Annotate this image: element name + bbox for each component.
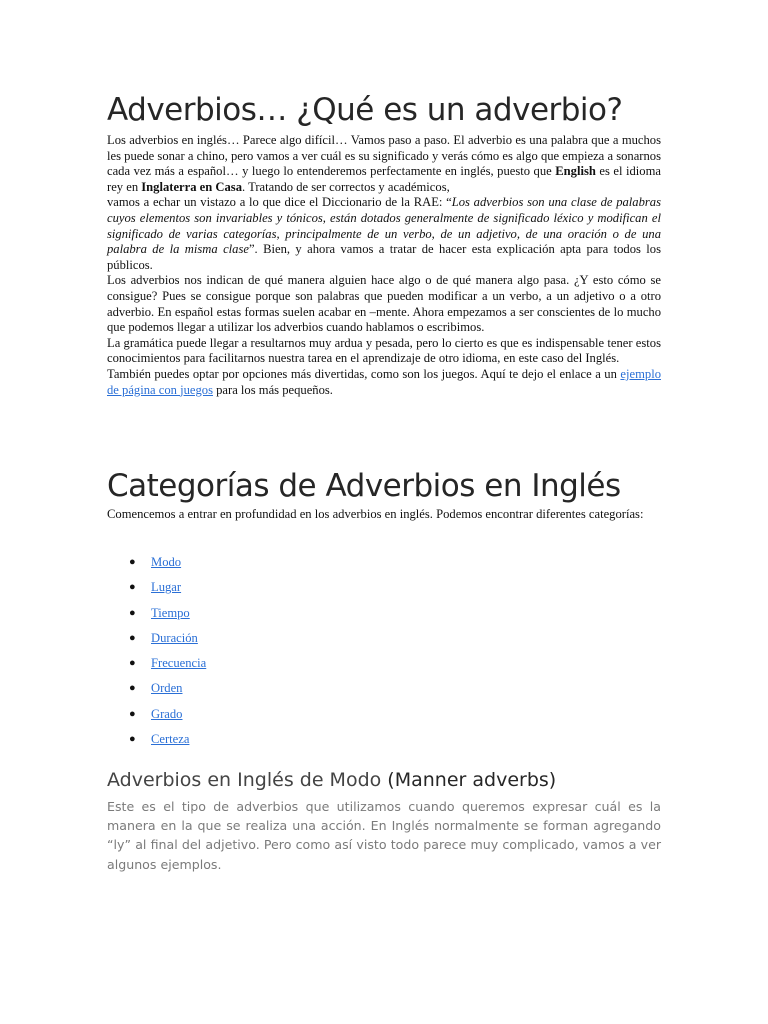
category-link-grado[interactable]: Grado bbox=[151, 706, 183, 721]
bullet-icon: ● bbox=[129, 657, 136, 670]
paragraph-1: Los adverbios en inglés… Parece algo difícil… Vamos paso a paso. El adverbio es una palabra que a muchos les puede sonar a chino, pero vamos a ver cuál es su significado y verás cómo es algo que empieza a sonarnos cada vez más a español… y luego lo entenderemos perfectamente en inglés, puesto que English es el idioma rey en Inglaterra en Casa. Tratando de ser correctos y académicos, bbox=[107, 133, 661, 194]
category-link-duracion[interactable]: Duración bbox=[151, 630, 198, 645]
paragraph-2: vamos a echar un vistazo a lo que dice el Diccionario de la RAE: “Los adverbios son una clase de palabras cuyos elementos son invariables y tónicos, están dotados generalmente de significado léxico y modifican el significado de varias categorías, principalmente de un verbo, de un adjetivo, de una oración o de una palabra de la misma clase”. Bien, y ahora vamos a tratar de hacer esta explicación apta para todos los públicos. bbox=[107, 195, 661, 272]
section-heading-categorias: Categorías de Adverbios en Inglés bbox=[107, 468, 621, 504]
games-page-link[interactable]: ejemplo de página con juegos bbox=[107, 366, 661, 397]
category-link-tiempo[interactable]: Tiempo bbox=[151, 605, 190, 620]
category-link-lugar[interactable]: Lugar bbox=[151, 580, 182, 595]
paragraph-3: Los adverbios nos indican de qué manera alguien hace algo o de qué manera algo pasa. ¿Y esto cómo se consigue? Pues se consigue porque son palabras que pueden modificar a un verbo, a un adjetivo o a otro adverbio. En español estas formas suelen acabar en –mente. Ahora empezamos a ser conscientes de lo mucho que podemos llegar a utilizar los adverbios cuando hablamos o escribimos. bbox=[107, 273, 661, 335]
category-link-orden[interactable]: Orden bbox=[151, 681, 183, 696]
bullet-icon: ● bbox=[129, 581, 136, 594]
category-link-frecuencia[interactable]: Frecuencia bbox=[151, 656, 207, 671]
rae-definition-quote: Los adverbios son una clase de palabras cuyos elementos son invariables y tónicos, están dotados generalmente de significado léxico y modifican el significado de varias categorías, principalmente de un verbo, de un adjetivo, de una oración o de una palabra de la misma clase bbox=[107, 195, 661, 257]
intro-paragraphs bbox=[107, 133, 661, 398]
bullet-icon: ● bbox=[129, 556, 136, 568]
section-heading-modo: Adverbios en Inglés de Modo (Manner adverbs) bbox=[107, 769, 557, 791]
bullet-icon: ● bbox=[129, 733, 136, 746]
section-heading-que-es-adverbio: Adverbios… ¿Qué es un adverbio? bbox=[107, 92, 623, 128]
category-link-certeza[interactable]: Certeza bbox=[151, 732, 190, 747]
bold-inglaterra-en-casa: Inglaterra en Casa bbox=[141, 179, 243, 194]
modo-description: Este es el tipo de adverbios que utilizamos cuando queremos expresar cuál es la manera en la que se realiza una acción. En Inglés normalmente se forman agregando “ly” al final del adjetivo. Pero como así visto todo parece muy complicado, vamos a ver algunos ejemplos. bbox=[107, 799, 661, 872]
bullet-icon: ● bbox=[129, 682, 136, 695]
bold-english: English bbox=[555, 164, 596, 179]
bullet-icon: ● bbox=[129, 707, 136, 720]
paragraph-4: La gramática puede llegar a resultarnos muy ardua y pesada, pero lo cierto es que es indispensable tener estos conocimientos para facilitarnos nuestra tarea en el aprendizaje de otro idioma, en este caso del Inglés. bbox=[107, 335, 661, 366]
bullet-icon: ● bbox=[129, 606, 136, 619]
category-link-modo[interactable]: Modo bbox=[151, 555, 182, 569]
bullet-icon: ● bbox=[129, 631, 136, 644]
paragraph-5: También puedes optar por opciones más divertidas, como son los juegos. Aquí te dejo el enlace a un ejemplo de página con juegos para los más pequeños. bbox=[107, 366, 661, 397]
categories-intro: Comencemos a entrar en profundidad en los adverbios en inglés. Podemos encontrar diferentes categorías: bbox=[107, 507, 644, 521]
